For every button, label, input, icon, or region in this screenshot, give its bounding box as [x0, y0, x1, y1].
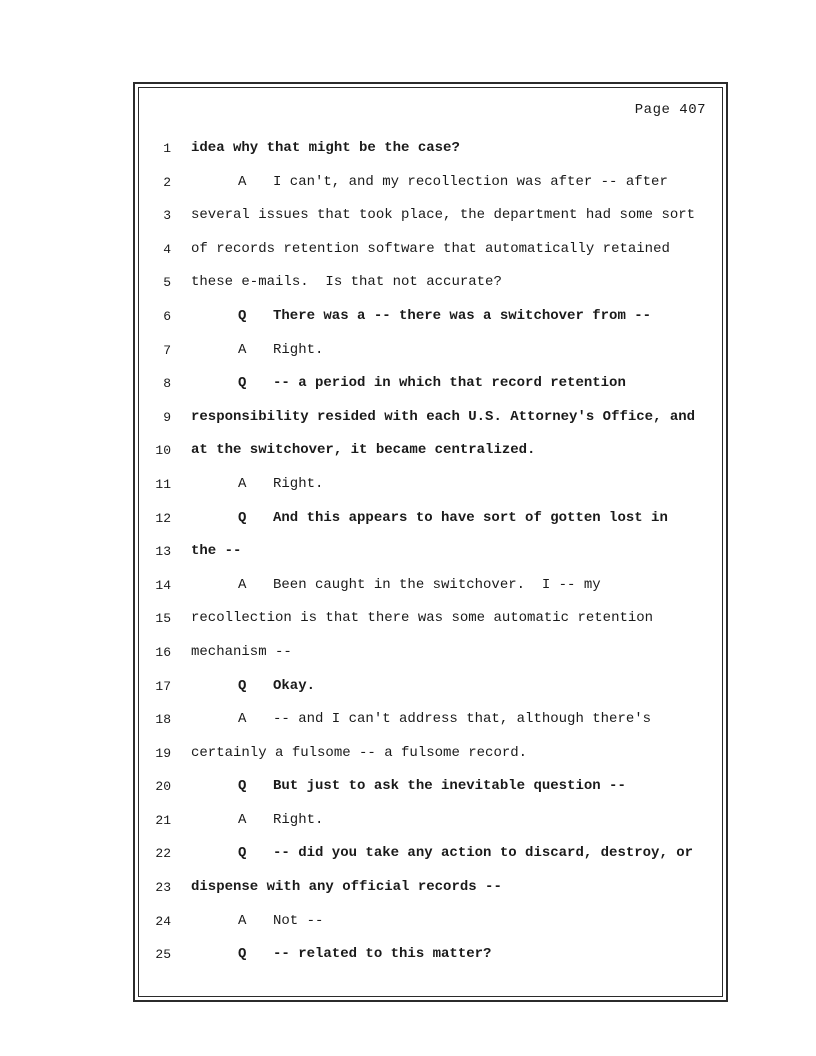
transcript-line — [139, 207, 722, 241]
line-text-content: recollection is that there was some automatic retention — [191, 610, 654, 627]
line-number: 13 — [155, 544, 171, 560]
line-number: 18 — [155, 712, 171, 728]
line-number: 14 — [155, 577, 171, 593]
line-number: 16 — [155, 644, 171, 660]
line-number: 10 — [155, 443, 171, 459]
line-text-content: these e-mails. Is that not accurate? — [191, 274, 502, 291]
line-text — [191, 442, 722, 458]
speaker-label: A — [238, 912, 247, 929]
transcript-line — [139, 409, 722, 443]
line-text-content: Okay. — [273, 677, 316, 694]
transcript-line — [139, 879, 722, 913]
line-number: 17 — [155, 678, 171, 694]
line-text-content: -- and I can't address that, although there's — [273, 711, 652, 728]
transcript-line — [139, 845, 722, 879]
transcript-line — [139, 577, 722, 611]
transcript-line — [139, 308, 722, 342]
line-text-content: mechanism -- — [191, 643, 292, 660]
line-number: 19 — [155, 745, 171, 761]
line-number: 5 — [163, 275, 171, 291]
line-number: 20 — [155, 779, 171, 795]
line-number: 23 — [155, 880, 171, 896]
line-number: 24 — [155, 913, 171, 929]
line-text-content: Right. — [273, 811, 324, 828]
line-text — [191, 913, 722, 929]
line-text-content: And this appears to have sort of gotten lost in — [273, 509, 668, 526]
line-text-content: the -- — [191, 543, 242, 560]
line-text-content: Been caught in the switchover. I -- my — [273, 576, 601, 593]
line-text-content: Not -- — [273, 912, 324, 929]
line-text-content: idea why that might be the case? — [191, 140, 460, 156]
line-number: 2 — [163, 174, 171, 190]
transcript-line — [139, 342, 722, 376]
line-text-content: dispense with any official records -- — [191, 879, 502, 896]
line-number: 7 — [163, 342, 171, 358]
speaker-label: A — [238, 173, 247, 190]
line-text-content: responsibility resided with each U.S. Attorney's Office, and — [191, 408, 696, 425]
speaker-label: A — [238, 576, 247, 593]
line-number: 11 — [155, 476, 171, 492]
line-text — [191, 711, 722, 727]
line-text-content: Right. — [273, 341, 324, 358]
transcript-line — [139, 442, 722, 476]
line-text-content: There was a -- there was a switchover from -- — [273, 307, 652, 324]
line-text — [191, 812, 722, 828]
line-number: 15 — [155, 611, 171, 627]
speaker-label: A — [238, 811, 247, 828]
line-text — [191, 510, 722, 526]
line-text — [191, 946, 722, 962]
transcript-line — [139, 812, 722, 846]
line-text-content: several issues that took place, the department had some sort — [191, 207, 696, 224]
speaker-label: A — [238, 341, 247, 358]
transcript-line — [139, 745, 722, 779]
speaker-label: A — [238, 475, 247, 492]
line-text — [191, 241, 722, 257]
line-number: 3 — [163, 208, 171, 224]
speaker-label: Q — [238, 307, 247, 324]
page-number-label: Page 407 — [634, 102, 706, 118]
line-text — [191, 745, 722, 761]
line-text — [191, 375, 722, 391]
line-text-content: -- related to this matter? — [273, 946, 492, 963]
speaker-label: Q — [238, 375, 247, 392]
transcript-line — [139, 241, 722, 275]
line-text-content: of records retention software that automatically retained — [191, 240, 670, 257]
transcript-line — [139, 678, 722, 712]
line-text-content: certainly a fulsome -- a fulsome record. — [191, 744, 528, 761]
transcript-page-border — [133, 82, 728, 1002]
line-number: 12 — [155, 510, 171, 526]
line-text — [191, 342, 722, 358]
transcript-line — [139, 140, 722, 174]
transcript-line — [139, 610, 722, 644]
line-text-content: -- did you take any action to discard, destroy, or — [273, 845, 694, 862]
line-number: 21 — [155, 812, 171, 828]
speaker-label: Q — [238, 509, 247, 526]
transcript-line — [139, 913, 722, 947]
line-text-content: But just to ask the inevitable question -- — [273, 778, 626, 795]
line-text — [191, 274, 722, 290]
line-text — [191, 409, 722, 425]
line-text — [191, 140, 722, 156]
line-text — [191, 207, 722, 223]
speaker-label: Q — [238, 778, 247, 795]
line-text — [191, 845, 722, 861]
transcript-lines — [139, 140, 722, 980]
line-text — [191, 678, 722, 694]
transcript-line — [139, 644, 722, 678]
transcript-line — [139, 274, 722, 308]
line-text — [191, 308, 722, 324]
line-text-content: -- a period in which that record retention — [273, 375, 626, 392]
transcript-page — [138, 87, 723, 997]
line-number: 25 — [155, 947, 171, 963]
line-text — [191, 778, 722, 794]
line-number: 1 — [163, 141, 171, 156]
transcript-line — [139, 778, 722, 812]
line-text-content: at the switchover, it became centralized. — [191, 442, 536, 459]
speaker-label: Q — [238, 946, 247, 963]
transcript-line — [139, 946, 722, 980]
transcript-line — [139, 543, 722, 577]
speaker-label: A — [238, 711, 247, 728]
line-text — [191, 577, 722, 593]
line-text — [191, 644, 722, 660]
transcript-line — [139, 510, 722, 544]
line-text — [191, 543, 722, 559]
line-number: 9 — [163, 409, 171, 425]
line-text-content: Right. — [273, 475, 324, 492]
transcript-line — [139, 375, 722, 409]
line-text — [191, 879, 722, 895]
line-number: 6 — [163, 308, 171, 324]
transcript-line — [139, 174, 722, 208]
line-text-content: I can't, and my recollection was after -- after — [273, 173, 668, 190]
transcript-line — [139, 711, 722, 745]
line-number: 22 — [155, 846, 171, 862]
line-number: 8 — [163, 376, 171, 392]
line-number: 4 — [163, 241, 171, 257]
line-text — [191, 476, 722, 492]
speaker-label: Q — [238, 677, 247, 694]
transcript-line — [139, 476, 722, 510]
speaker-label: Q — [238, 845, 247, 862]
line-text — [191, 174, 722, 190]
line-text — [191, 610, 722, 626]
